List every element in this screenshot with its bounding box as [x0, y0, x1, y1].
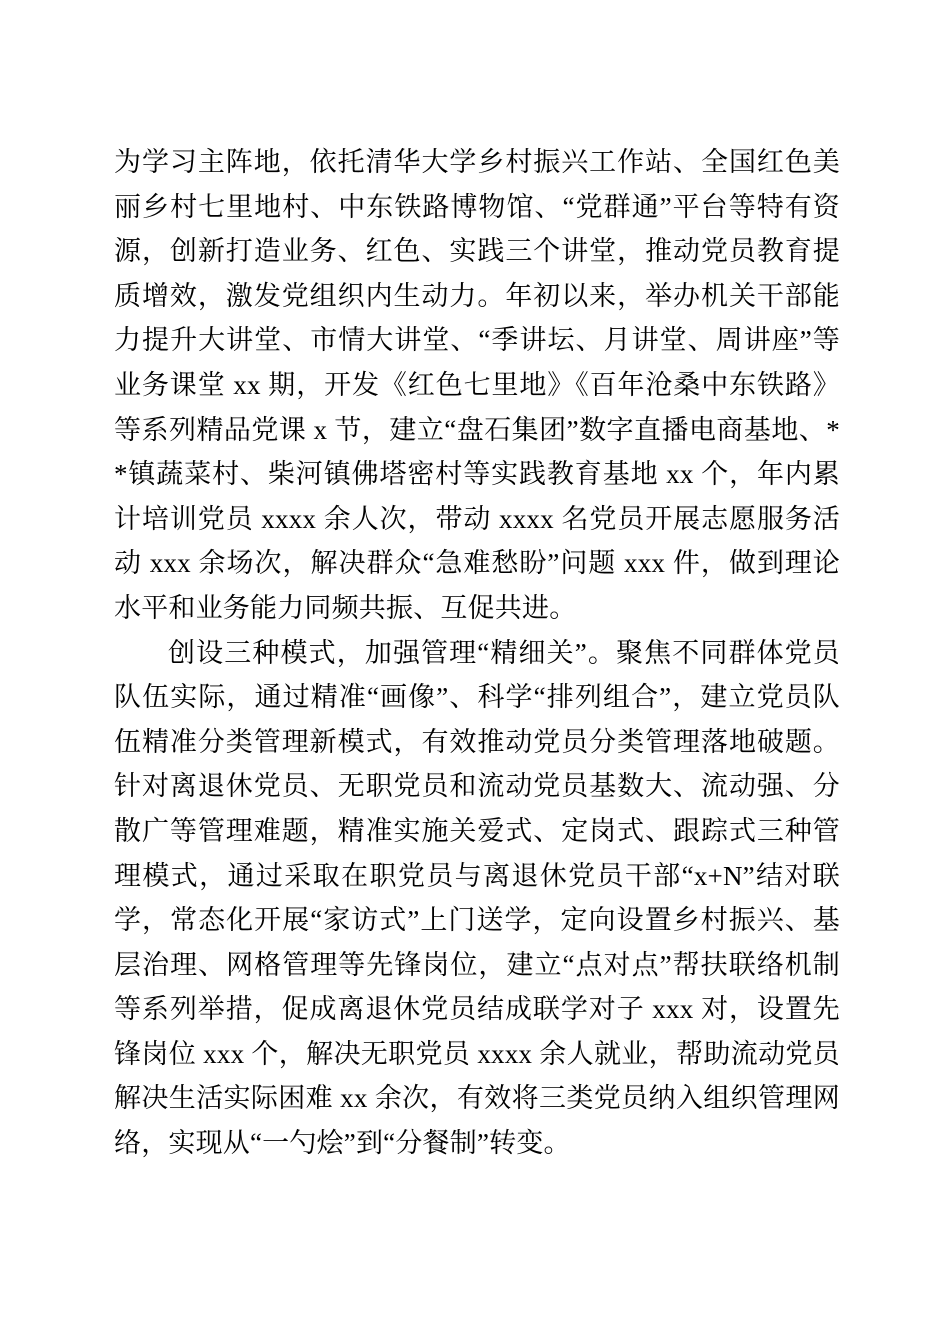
body-paragraph-three-modes: 创设三种模式，加强管理“精细关”。聚焦不同群体党员队伍实际，通过精准“画像”、科学“排列组合”，建立党员队伍精准分类管理新模式，有效推动党员分类管理落地破题。针对离退休党员、无职党员和流动党员基数大、流动强、分散广等管理难题，精准实施关爱式、定岗式、跟踪式三种管理模式，通过采取在职党员与离退休党员干部“x+N”结对联学，常态化开展“家访式”上门送学，定向设置乡村振兴、基层治理、网格管理等先锋岗位，建立“点对点”帮扶联络机制等系列举措，促成离退休党员结成联学对子 xxx 对，设置先锋岗位 xxx 个，解决无职党员 xxxx 余人就业，帮助流动党员解决生活实际困难 xx 余次，有效将三类党员纳入组织管理网络，实现从“一勺烩”到“分餐制”转变。: [114, 637, 840, 1159]
body-paragraph-continuation: 为学习主阵地，依托清华大学乡村振兴工作站、全国红色美丽乡村七里地村、中东铁路博物馆、“党群通”平台等特有资源，创新打造业务、红色、实践三个讲堂，推动党员教育提质增效，激发党组织内生动力。年初以来，举办机关干部能力提升大讲堂、市情大讲堂、“季讲坛、月讲堂、周讲座”等业务课堂 xx 期，开发《红色七里地》《百年沧桑中东铁路》等系列精品党课 x 节，建立“盘石集团”数字直播电商基地、**镇蔬菜村、柴河镇佛塔密村等实践教育基地 xx 个，年内累计培训党员 xxxx 余人次，带动 xxxx 名党员开展志愿服务活动 xxx 余场次，解决群众“急难愁盼”问题 xxx 件，做到理论水平和业务能力同频共振、互促共进。: [114, 147, 840, 623]
document-page: [114, 140, 840, 1166]
